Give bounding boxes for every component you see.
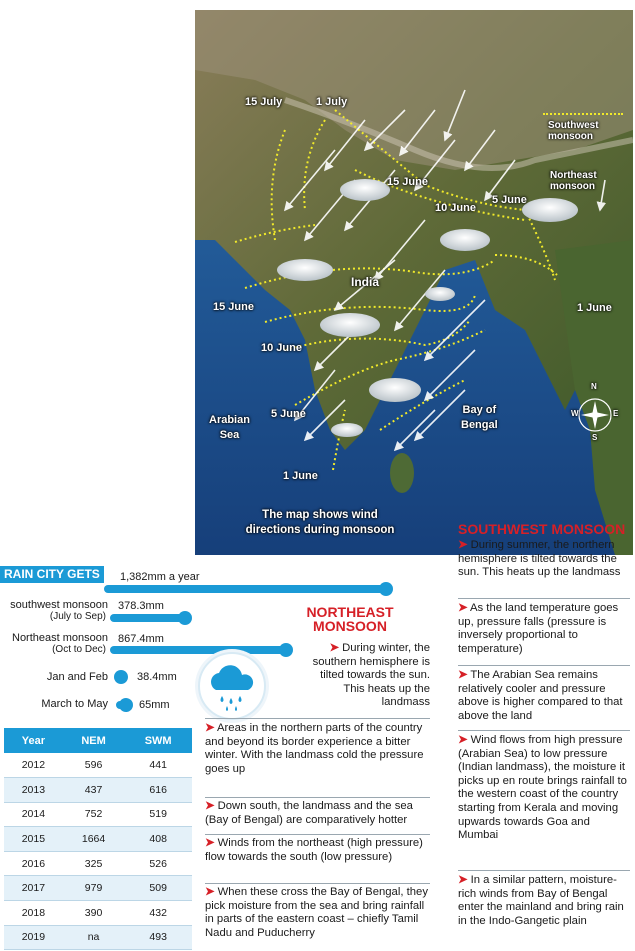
table-row	[4, 876, 192, 901]
ne-point	[205, 800, 430, 827]
table-row	[4, 827, 192, 852]
table-cell-year: 2012	[4, 753, 63, 778]
rain-city-gets-title: RAIN CITY GETS	[0, 566, 104, 583]
table-header-nem: NEM	[63, 728, 125, 753]
map-label-1-june-south: 1 June	[283, 470, 318, 482]
sw-point	[458, 539, 630, 580]
map-label-1-june-east: 1 June	[577, 302, 612, 314]
rain-ne-bar	[110, 646, 289, 654]
table-row	[4, 925, 192, 950]
divider	[458, 598, 630, 599]
bullet-arrow-icon: ➤	[205, 886, 215, 898]
table-cell-swm: 509	[124, 876, 192, 901]
rain-marmay-value: 65mm	[139, 699, 170, 711]
map-label-15-july: 15 July	[245, 96, 283, 108]
sw-point-text: As the land temperature goes up, pressure falls (pressure is inversely proportional to temperature)	[458, 602, 619, 655]
divider	[205, 797, 430, 798]
table-cell-year: 2017	[4, 876, 63, 901]
sw-point-text: During summer, the northern hemisphere is tilted towards the sun. This heats up the landmass	[458, 539, 621, 579]
sw-point	[458, 874, 630, 928]
ne-point-text: When these cross the Bay of Bengal, they pick moisture from the sea and bring rainfall in parts of the eastern coast – chiefly Tamil Nadu and Puducherry	[205, 886, 428, 939]
rain-marmay-label: March to May	[41, 698, 108, 710]
table-row	[4, 851, 192, 876]
table-row	[4, 778, 192, 803]
ne-point	[205, 886, 430, 940]
table-cell-swm: 493	[124, 925, 192, 950]
compass-e: E	[613, 409, 619, 418]
map-label-1-july: 1 July	[316, 96, 348, 108]
table-cell-swm: 408	[124, 827, 192, 852]
bullet-arrow-icon: ➤	[458, 669, 468, 681]
rain-sw-value: 378.3mm	[118, 600, 164, 612]
map-label-india: India	[351, 275, 380, 289]
table-row	[4, 901, 192, 926]
table-row	[4, 802, 192, 827]
compass-n: N	[591, 382, 597, 391]
ne-point-text: During winter, the southern hemisphere is tilted towards the sun. This heats up the landmass	[312, 642, 430, 709]
northeast-monsoon-title: NORTHEAST MONSOON	[306, 604, 394, 634]
sw-point-text: The Arabian Sea remains relatively cooler and pressure above is higher compared to that above the land	[458, 669, 623, 722]
sw-point	[458, 602, 630, 656]
rain-ne-label-text: Northeast monsoon	[12, 632, 108, 644]
rain-cloud-icon	[198, 652, 266, 720]
rain-ne-label	[12, 632, 108, 656]
rain-sw-label-text: southwest monsoon	[10, 599, 108, 611]
map-caption: The map shows wind directions during monsoon	[245, 509, 395, 536]
compass-s: S	[592, 433, 598, 442]
southwest-monsoon-title: SOUTHWEST MONSOON	[458, 521, 626, 537]
map-label-15-june-north: 15 June	[387, 176, 428, 188]
divider	[205, 834, 430, 835]
table-cell-nem: 437	[63, 778, 125, 803]
table-header-swm: SWM	[124, 728, 192, 753]
ne-point	[205, 837, 430, 864]
bullet-arrow-icon: ➤	[205, 722, 215, 734]
sw-point-text: In a similar pattern, moisture-rich winds from Bay of Bengal enter the mainland and bring rain in the Indo-Gangetic plain	[458, 874, 624, 927]
map-label-5-june-west: 5 June	[271, 408, 306, 420]
table-cell-year: 2016	[4, 851, 63, 876]
sw-point	[458, 734, 630, 843]
table-cell-nem: 325	[63, 851, 125, 876]
divider	[458, 730, 630, 731]
table-cell-swm: 616	[124, 778, 192, 803]
map-label-arabian-sea: Arabian Sea	[209, 414, 250, 441]
map-label-10-june-west: 10 June	[261, 342, 302, 354]
table-cell-swm: 519	[124, 802, 192, 827]
sw-point-text: Wind flows from high pressure (Arabian Sea) to low pressure (Indian landmass), the moisture it picks up en route brings rainfall to the western coast of the country starting from Kerala and moving upwards towards Goa and Mumbai	[458, 734, 627, 842]
ne-point	[300, 642, 430, 710]
rainfall-table	[4, 728, 192, 950]
rain-annual-bar	[104, 585, 389, 593]
table-cell-year: 2014	[4, 802, 63, 827]
bullet-arrow-icon: ➤	[458, 734, 468, 746]
map-label-10-june-east: 10 June	[435, 202, 476, 214]
rain-marmay-bar	[116, 701, 129, 709]
table-cell-year: 2019	[4, 925, 63, 950]
bullet-arrow-icon: ➤	[458, 539, 468, 551]
table-cell-swm: 432	[124, 901, 192, 926]
rain-janfeb-value: 38.4mm	[137, 671, 177, 683]
ne-point-text: Winds from the northeast (high pressure) flow towards the south (low pressure)	[205, 837, 423, 863]
ne-point-text: Areas in the northern parts of the country and beyond its border experience a bitter winter. With the landmass cold the pressure goes up	[205, 722, 424, 775]
table-cell-swm: 441	[124, 753, 192, 778]
compass-w: W	[571, 409, 579, 418]
table-header-year: Year	[4, 728, 63, 753]
table-cell-nem: 390	[63, 901, 125, 926]
southwest-legend-line	[543, 113, 623, 115]
ne-point	[205, 722, 430, 776]
divider	[205, 718, 430, 719]
table-cell-nem: 752	[63, 802, 125, 827]
table-cell-swm: 526	[124, 851, 192, 876]
bullet-arrow-icon: ➤	[205, 837, 215, 849]
bullet-arrow-icon: ➤	[205, 800, 215, 812]
rain-janfeb-label: Jan and Feb	[46, 671, 108, 683]
compass-icon	[579, 399, 611, 431]
ne-point-text: Down south, the landmass and the sea (Bay of Bengal) are comparatively hotter	[205, 800, 413, 826]
rain-sw-label	[10, 599, 108, 623]
divider	[458, 665, 630, 666]
table-cell-nem: 1664	[63, 827, 125, 852]
table-cell-nem: 596	[63, 753, 125, 778]
table-cell-nem: na	[63, 925, 125, 950]
table-row	[4, 753, 192, 778]
table-cell-year: 2015	[4, 827, 63, 852]
bullet-arrow-icon: ➤	[458, 874, 468, 886]
rain-sw-bar	[110, 614, 188, 622]
rain-cloud-svg	[200, 654, 264, 718]
map-label-5-june-east: 5 June	[492, 194, 527, 206]
table-header-row	[4, 728, 192, 753]
map-graphic	[195, 10, 633, 555]
divider	[205, 883, 430, 884]
table-cell-year: 2013	[4, 778, 63, 803]
monsoon-map	[195, 10, 633, 555]
sw-point	[458, 669, 630, 723]
northeast-legend-label: Northeast monsoon	[550, 170, 597, 192]
rain-ne-label-sub: (Oct to Dec)	[52, 644, 106, 655]
rain-sw-label-sub: (July to Sep)	[49, 611, 106, 622]
divider	[458, 870, 630, 871]
table-cell-nem: 979	[63, 876, 125, 901]
bullet-arrow-icon: ➤	[329, 642, 339, 654]
map-label-15-june-west: 15 June	[213, 301, 254, 313]
table-cell-year: 2018	[4, 901, 63, 926]
bullet-arrow-icon: ➤	[458, 602, 468, 614]
southwest-legend-label: Southwest monsoon	[548, 120, 599, 142]
rain-janfeb-bar	[116, 673, 124, 681]
rain-ne-value: 867.4mm	[118, 633, 164, 645]
map-label-bay-of-bengal: Bay of Bengal	[461, 404, 498, 431]
rain-annual-value: 1,382mm a year	[120, 571, 200, 583]
